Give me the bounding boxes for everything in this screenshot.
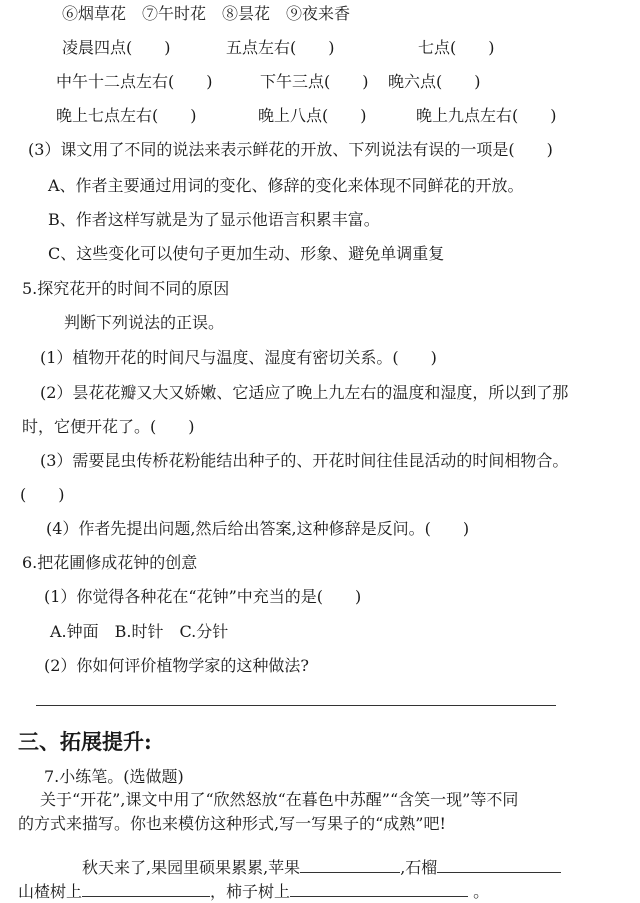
judgement-item: (2）昙花花瓣又大又娇嫩、它适应了晚上九左右的温度和湿度，所以到了那 <box>40 383 569 402</box>
q3-option-a: A、作者主要通过用词的变化、修辞的变化来体现不同鲜花的开放。 <box>48 176 524 195</box>
judgement-item: (1）植物开花的时间尺与温度、湿度有密切关系。( ) <box>40 348 437 367</box>
fill-text: 秋天来了,果园里硕果累累,苹果 <box>82 858 301 877</box>
judgement-item-cont: 时，它便开花了。( ) <box>22 417 195 436</box>
time-blank: 七点( ) <box>418 38 495 57</box>
section6-q1: (1）你觉得各种花在“花钟”中充当的是( ) <box>44 587 362 606</box>
fill-blank-hawthorn[interactable] <box>82 882 210 897</box>
section-heading: 三、拓展提升: <box>18 729 152 754</box>
judgement-item-cont: ( ) <box>20 485 65 504</box>
time-blank: 中午十二点左右( ) <box>56 72 213 91</box>
time-blank: 晚上七点左右( ) <box>56 106 197 125</box>
q7-prompt: 关于“开花”,课文中用了“欣然怒放“在暮色中苏醒”“含笑一现”等不同 <box>40 790 519 809</box>
q7-prompt: 的方式来描写。你也来模仿这种形式,写一写果子的“成熟”吧! <box>18 814 446 833</box>
time-blank: 五点左右( ) <box>226 38 335 57</box>
fill-blank-apple[interactable] <box>300 858 400 873</box>
q7-title: 7.小练笔。(选做题) <box>44 767 184 786</box>
fill-blank-persimmon[interactable] <box>290 882 468 897</box>
section5-intro: 判断下列说法的正误。 <box>64 313 225 332</box>
fill-blank-pomegranate[interactable] <box>437 858 561 873</box>
fill-text: ，柿子树上 <box>210 882 291 901</box>
fill-text: 山楂树上 <box>18 882 83 901</box>
answer-line[interactable] <box>36 705 556 706</box>
time-blank: 晚上八点( ) <box>258 106 367 125</box>
time-blank: 凌晨四点( ) <box>62 38 171 57</box>
flowers-row: ⑥烟草花 ⑦午时花 ⑧昙花 ⑨夜来香 <box>62 4 351 23</box>
section5-title: 5.探究花开的时间不同的原因 <box>22 279 230 298</box>
judgement-item: (4）作者先提出问题,然后给出答案,这种修辞是反问。( ) <box>46 519 470 538</box>
judgement-item: (3）需要昆虫传桥花粉能结出种子的、开花时间往佳昆活动的时间相物合。 <box>40 451 569 470</box>
q3-option-c: C、这些变化可以使句子更加生动、形象、避免单调重复 <box>48 244 445 263</box>
fill-text: ,石榴 <box>400 858 438 877</box>
time-blank: 晚六点( ) <box>388 72 481 91</box>
q3-stem: (3）课文用了不同的说法来表示鲜花的开放、下列说法有误的一项是( ) <box>28 140 553 159</box>
fill-text: 。 <box>473 882 490 901</box>
fill-line-1 <box>82 858 561 876</box>
q3-option-b: B、作者这样写就是为了显示他语言积累丰富。 <box>48 210 380 229</box>
time-blank: 晚上九点左右( ) <box>416 106 557 125</box>
time-blank: 下午三点( ) <box>260 72 369 91</box>
section6-options: A.钟面 B.时针 C.分针 <box>50 622 229 641</box>
fill-line-2 <box>18 882 489 900</box>
section6-q2: (2）你如何评价植物学家的这种做法? <box>44 656 310 675</box>
section6-title: 6.把花圃修成花钟的创意 <box>22 553 198 572</box>
